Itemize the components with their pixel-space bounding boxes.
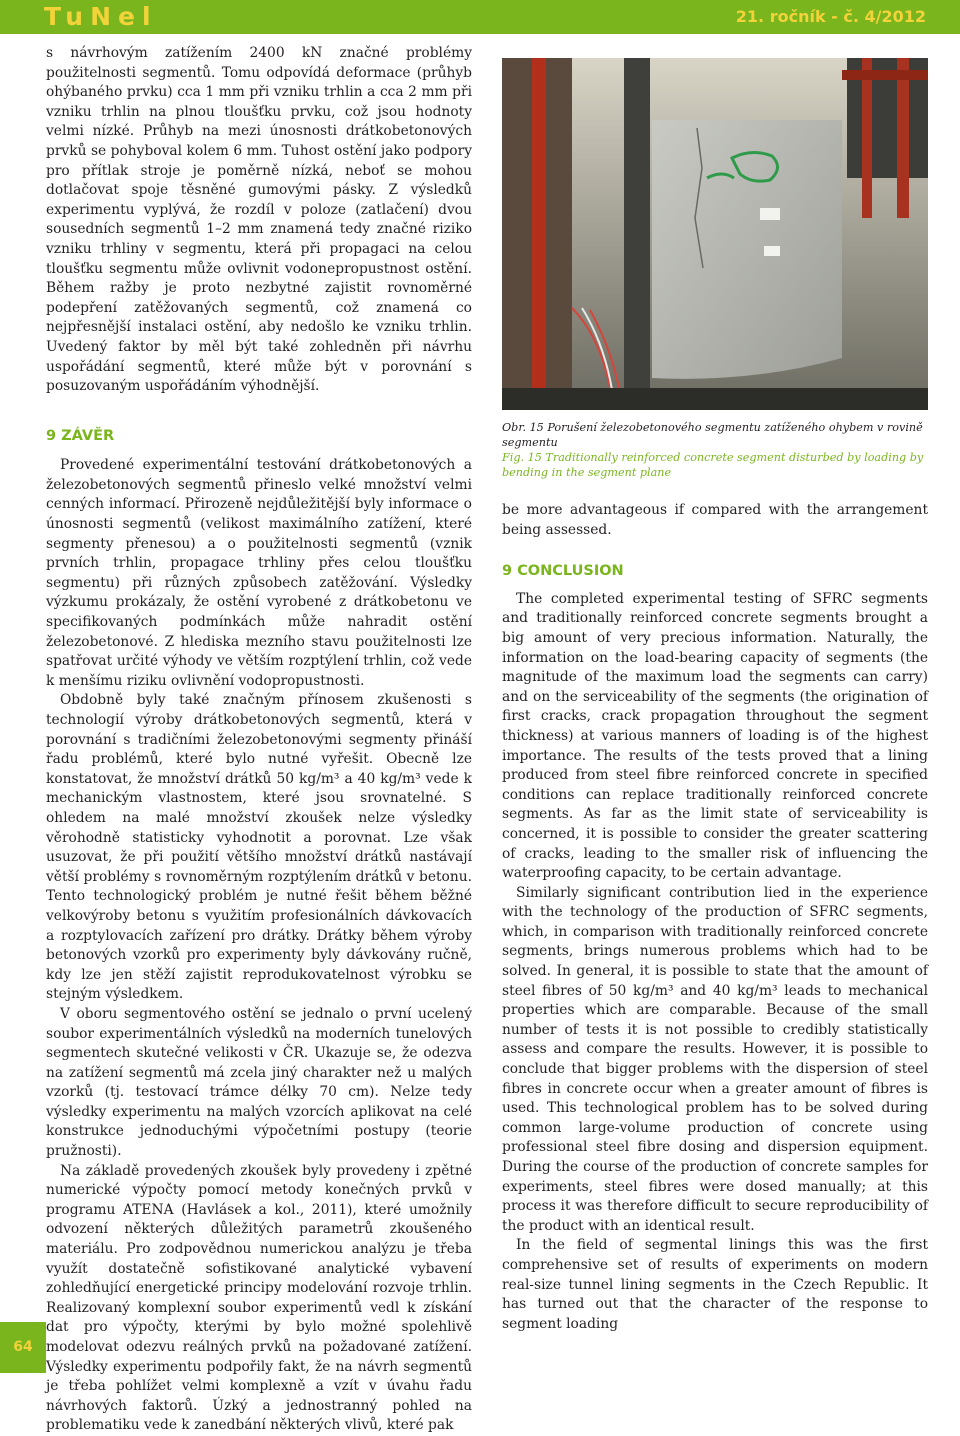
- section-heading-en: 9 CONCLUSION: [502, 563, 624, 580]
- page-number: 64: [0, 1322, 46, 1373]
- caption-cz: Obr. 15 Porušení železobetonového segmentu zatíženého ohybem v rovině segmentu: [502, 421, 923, 449]
- left-column: [46, 44, 472, 1436]
- header-band: [0, 0, 960, 34]
- caption-en: Fig. 15 Traditionally reinforced concrete segment disturbed by loading by bending in the segment plane: [502, 451, 924, 479]
- paragraph: Similarly significant contribution lied in the experience with the technology of the production of SFRC segments, which, in comparison with traditionally reinforced concrete segments, brings numerous problems which had to be solved. In general, it is possible to state that the amount of steel fibres of 50 kg/m³ and 40 kg/m³ leads to mechanical properties which are comparable. Because of the small number of tests it is not possible to credibly statistically assess and compare the results. However, it is possible to conclude that bigger problems with the dispersion of steel fibres in concrete occur when a greater amount of fibres is used. This technological problem has to be solved during common large-volume production of concrete using professional steel fibre dosing and dispersion equipment. During the course of the production of concrete samples for experiments, steel fibres were dosed manually; at this process it was therefore difficult to secure reproducibility of the product with an identical result.: [502, 884, 928, 1234]
- magazine-logo: TuNel: [44, 2, 158, 31]
- paragraph: Obdobně byly také značným přínosem zkušenosti s technologií výroby drátkobetonových segmentů, která v porovnání s tradičními železobetonovými segmenty přináší řadu problémů, které bylo nutné vyřešit. Obecně lze konstatovat, že množství drátků 50 kg/m³ a 40 kg/m³ vede k mechanickým vlastnostem, které jsou srovnatelné. S ohledem na malé množství zkoušek nelze výsledky věrohodně statisticky vyhodnotit a porovnat. Lze však usuzovat, že při použití většího množství drátků nastávají větší problémy s rovnoměrným rozptýlením drátků v betonu. Tento technologický problém je nutné řešit během běžné velkovýroby betonu s využitím profesionálních dávkovacích a rozptylovacích zařízení pro drátky. Drátky během výroby betonových vzorků pro experimenty byly dávkovány ručně, kdy lze jen stěží zajistit reprodukovatelnost výrobku se stejným výsledkem.: [46, 692, 472, 1003]
- paragraph: s návrhovým zatížením 2400 kN značné problémy použitelnosti segmentů. Tomu odpovídá deformace (průhyb ohýbaného prvku) cca 1 mm při vzniku trhlin a cca 2 mm při vzniku trhlin na plnou tloušťku prvku, což jsou hodnoty velmi nízké. Průhyb na mezi únosnosti drátkobetonových prvků se pohyboval kolem 6 mm. Tuhost ostění jako podpory pro přítlak stroje je poměrně nízká, neboť se mohou dotlačovat spoje těsněné gumovými pásky. Z výsledků experimentu vyplývá, že rozdíl v poloze (zatlačení) dvou sousedních segmentů 1–2 mm znamená tedy značné riziko vzniku trhliny v segmentu, která při propagaci na celou tloušťku segmentu může ovlivnit vodonepropustnost ostění. Během ražby je proto nezbytné zajistit rovnoměrné podepření zatěžovaných segmentů, což znamená co nejpřesnější instalaci ostění, aby nedošlo ke vzniku trhlin. Uvedený faktor by měl být také zohledněn při návrhu uspořádání segmentů, které může být v porovnání s posuzovaným uspořádáním výhodnější.: [46, 45, 472, 395]
- paragraph: In the field of segmental linings this was the first comprehensive set of results of experiments on modern real-size tunnel lining segments in the Czech Republic. It has turned out that the character of the response to segment loading: [502, 1237, 928, 1332]
- issue-number: 21. ročník - č. 4/2012: [735, 7, 926, 26]
- section-heading-cz: 9 ZÁVĚR: [46, 427, 115, 444]
- paragraph: Provedené experimentální testování drátkobetonových a železobetonových segmentů přineslo velké množství velmi cenných informací. Přirozeně nejdůležitější byly informace o únosnosti segmentů (velikost maximálního zatížení, které segmenty přenesou) a o použitelnosti segmentů (vznik prvních trhlin, propagace trhliny přes celou tloušťku segmentu) při různých způsobech zatěžování. Výsledky výzkumu prokázaly, že ostění vyrobené z drátkobetonu ve specifikovaných podmínkách může nahradit ostění železobetonové. Z hlediska mezního stavu použitelnosti lze spatřovat určité výhody ve větším rozptýlení trhlin, což vede k menšímu riziku ovlivnění vodopropustnosti.: [46, 457, 472, 689]
- figure-caption: [502, 420, 928, 480]
- segment-test-photo: [502, 58, 928, 410]
- paragraph: V oboru segmentového ostění se jednalo o první ucelený soubor experimentálních výsledků na moderních tunelových segmentech skutečné velikosti v ČR. Ukazuje se, že odezva na zatížení segmentů má zcela jiný charakter než u malých vzorků (tj. testovací trámce délky 70 cm). Nelze tedy výsledky experimentu na malých vzorcích aplikovat na celé konstrukce jednoduchými výpočetními postupy (teorie pružnosti).: [46, 1005, 472, 1160]
- figure-photo: [502, 58, 928, 410]
- paragraph: Na základě provedených zkoušek byly provedeny i zpětné numerické výpočty pomocí metody konečných prvků v programu ATENA (Havlásek a kol., 2011), které umožnily odvození některých důležitých parametrů zkoušeného materiálu. Pro zodpovědnou numerickou analýzu je třeba využít dostatečně sofistikované analytické vybavení zohledňující energetické principy modelování rozvoje trhlin. Realizovaný komplexní soubor experimentů vedl k získání dat pro výpočty, kterými by bylo možné spolehlivě modelovat odezvu reálných prvků na požadované zatížení. Výsledky experimentu podpořily fakt, že na návrh segmentů je třeba pohlížet velmi komplexně a vzít v úvahu řadu návrhových faktorů. Úzký a jednostranný pohled na problematiku vede k zanedbání některých vlivů, které pak: [46, 1162, 472, 1434]
- paragraph: The completed experimental testing of SFRC segments and traditionally reinforced concrete segments brought a big amount of very precious information. Naturally, the information on the load-bearing capacity of segments (the magnitude of the maximum load the segments can carry) and on the serviceability of the segments (the origination of first cracks, crack propagation throughout the segment thickness) at various manners of loading is of the highest importance. The results of the tests proved that a lining produced from steel fibre reinforced concrete in specified conditions can replace traditionally reinforced concrete segments. As far as the limit state of serviceability is concerned, it is possible to consider the greater scattering of cracks, leading to the smaller risk of influencing the waterproofing capacity, to be certain advantage.: [502, 590, 928, 882]
- paragraph: be more advantageous if compared with the arrangement being assessed.: [502, 502, 928, 538]
- right-column: [502, 501, 928, 1334]
